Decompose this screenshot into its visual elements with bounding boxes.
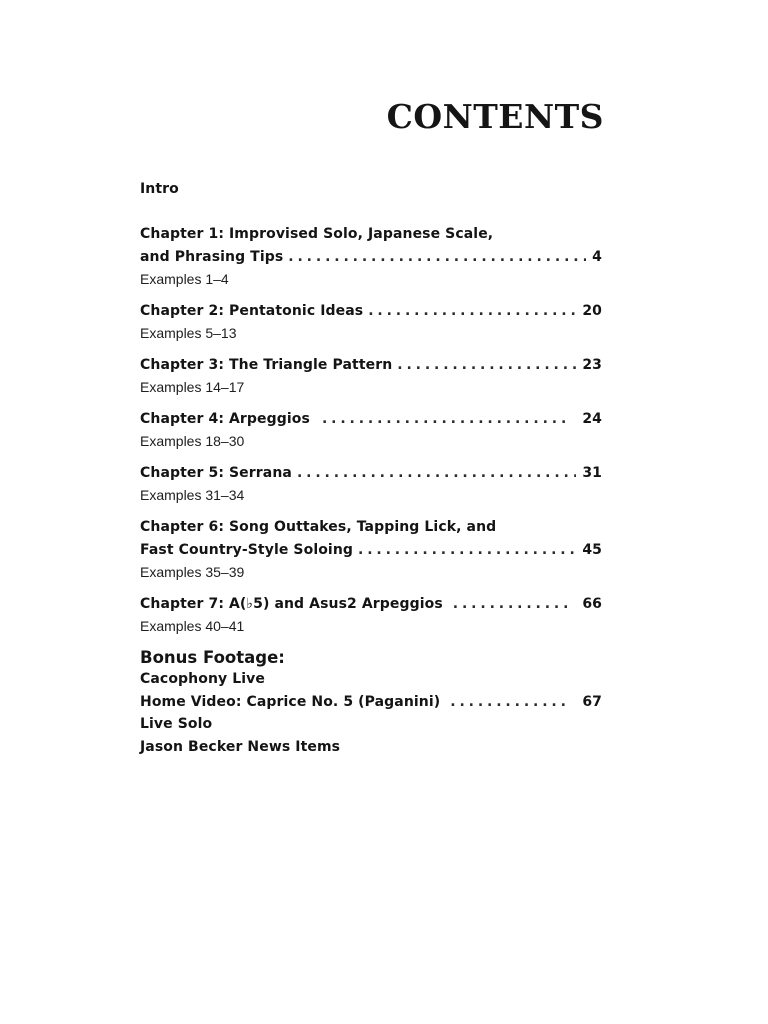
dot-leader <box>288 249 586 265</box>
bonus-item <box>140 694 602 710</box>
toc-chapter-3 <box>140 357 602 373</box>
chapter-title: Chapter 5: Serrana <box>140 465 292 481</box>
page-number: 4 <box>592 249 602 265</box>
chapter-title-line1: Chapter 1: Improvised Solo, Japanese Scale, <box>140 226 494 242</box>
toc-chapter-7 <box>140 596 602 612</box>
toc-chapter-6 <box>140 542 602 558</box>
bonus-item-title: Home Video: Caprice No. 5 (Paganini) <box>140 694 441 710</box>
chapter-examples: Examples 18–30 <box>140 433 245 449</box>
chapter-title: Chapter 4: Arpeggios <box>140 411 310 427</box>
chapter-examples: Examples 1–4 <box>140 271 229 287</box>
page-number: 67 <box>582 694 602 710</box>
chapter-examples: Examples 31–34 <box>140 487 245 503</box>
bonus-item <box>140 671 602 687</box>
chapter-examples: Examples 5–13 <box>140 325 237 341</box>
bonus-item-title: Jason Becker News Items <box>140 739 341 755</box>
bonus-heading: Bonus Footage: <box>140 648 285 667</box>
chapter-title: and Phrasing Tips <box>140 249 284 265</box>
chapter-title: Chapter 7: A(♭5) and Asus2 Arpeggios <box>140 596 443 612</box>
page-number: 31 <box>582 465 602 481</box>
page-title: CONTENTS <box>386 97 604 136</box>
toc-intro <box>140 181 602 197</box>
toc-chapter-1 <box>140 249 602 265</box>
page-number: 66 <box>582 596 602 612</box>
toc-chapter-1-line1 <box>140 226 602 242</box>
dot-leader <box>368 303 576 319</box>
bonus-item <box>140 716 602 732</box>
page-number: 24 <box>582 411 602 427</box>
toc-chapter-5 <box>140 465 602 481</box>
toc-intro-title: Intro <box>140 181 179 197</box>
toc-chapter-2 <box>140 303 602 319</box>
toc-chapter-6-line1 <box>140 519 602 535</box>
dot-leader <box>397 357 576 373</box>
chapter-examples: Examples 40–41 <box>140 618 245 634</box>
bonus-item-title: Cacophony Live <box>140 671 265 687</box>
dot-leader <box>322 411 568 427</box>
page-number: 20 <box>582 303 602 319</box>
chapter-title: Fast Country-Style Soloing <box>140 542 354 558</box>
bonus-item <box>140 739 602 755</box>
chapter-title-line1: Chapter 6: Song Outtakes, Tapping Lick, and <box>140 519 497 535</box>
dot-leader <box>297 465 576 481</box>
toc-chapter-4 <box>140 411 602 427</box>
chapter-examples: Examples 14–17 <box>140 379 245 395</box>
chapter-title: Chapter 3: The Triangle Pattern <box>140 357 393 373</box>
dot-leader <box>358 542 576 558</box>
chapter-title: Chapter 2: Pentatonic Ideas <box>140 303 364 319</box>
dot-leader <box>450 694 568 710</box>
page-number: 45 <box>582 542 602 558</box>
bonus-item-title: Live Solo <box>140 716 213 732</box>
chapter-examples: Examples 35–39 <box>140 564 245 580</box>
dot-leader <box>453 596 569 612</box>
page-number: 23 <box>582 357 602 373</box>
